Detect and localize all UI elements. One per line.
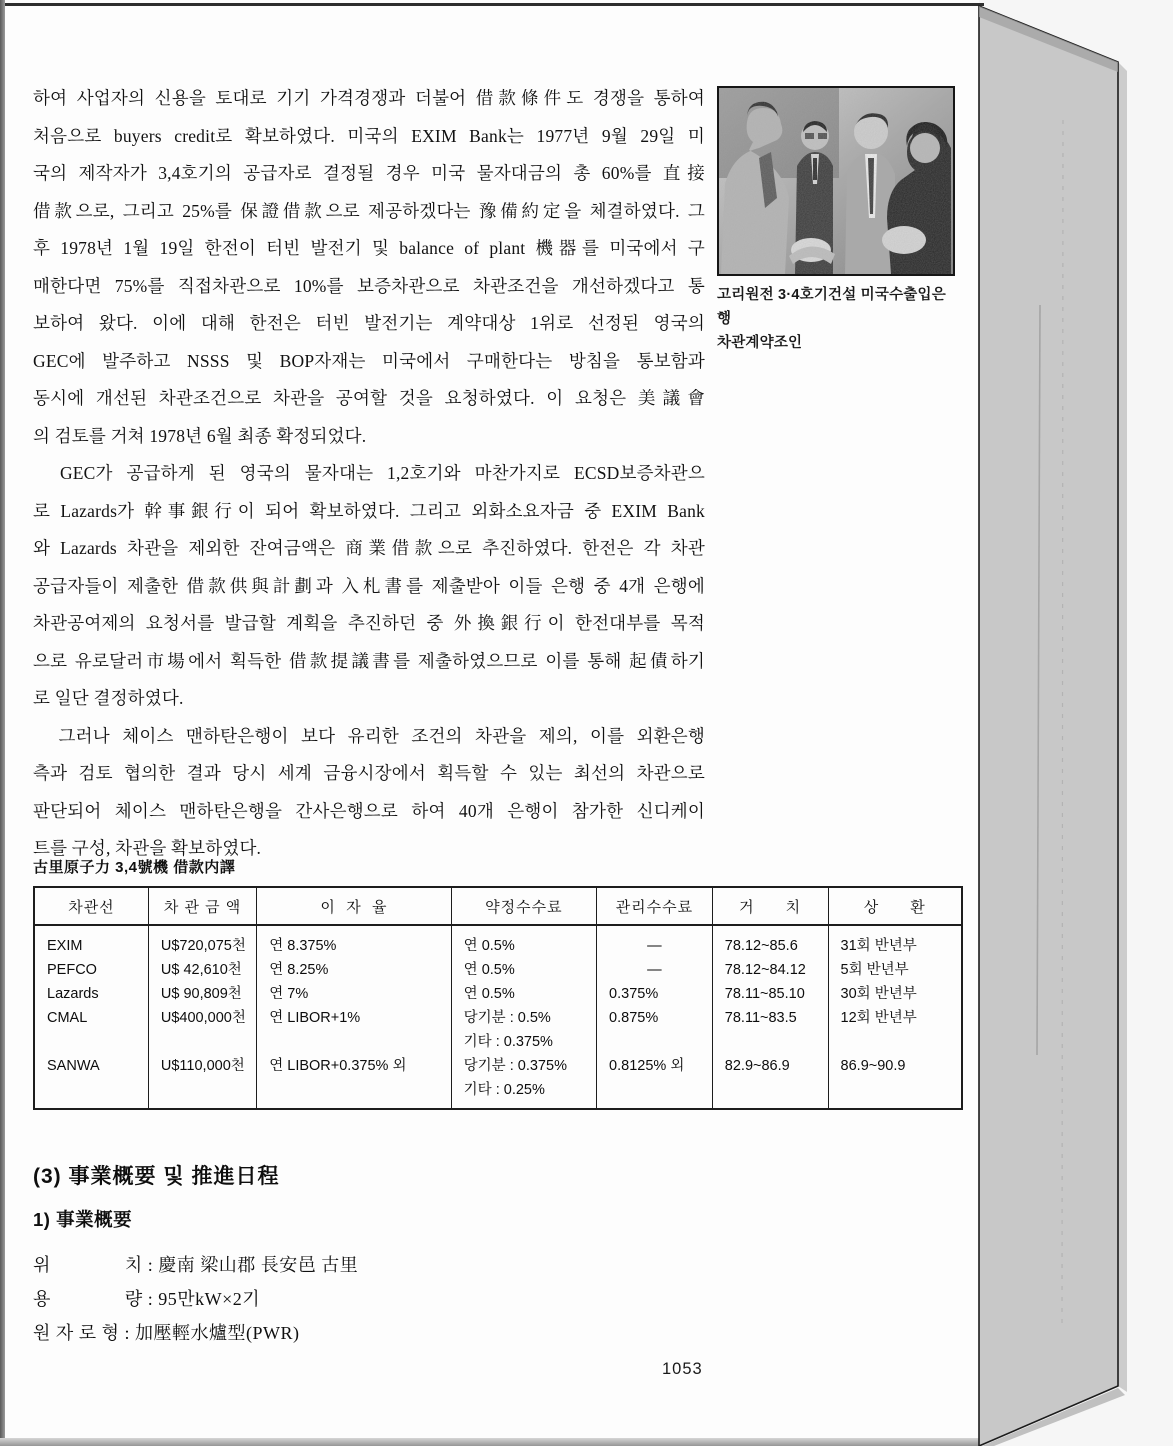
table-cell: U$ 90,809천 [160, 986, 242, 1002]
paragraph-2-line: 차관공여제의 요청서를 발급할 계획을 추진하던 중 外換銀行이 한전대부를 목적 [33, 613, 705, 633]
table-cell: 78.11~83.5 [724, 1010, 797, 1026]
table-cell: 31회 반년부 [840, 938, 917, 954]
table-column-body [713, 926, 828, 1108]
paragraph-1-line: 하여 사업자의 신용을 토대로 기기 가격경쟁과 더불어 借款條件도 경쟁을 통하여 [33, 88, 705, 108]
table-cell [149, 1030, 256, 1054]
table-cell: 당기분 : 0.375% [463, 1058, 567, 1074]
table-column-2 [149, 888, 257, 1108]
paragraph-2-line: 으로 유로달러市場에서 획득한 借款提議書를 제출하였으므로 이를 통해 起債하기 [33, 650, 705, 671]
table-cell: EXIM [47, 938, 83, 954]
table-cell: — [647, 938, 662, 954]
paragraph-3-line: 그러나 체이스 맨하탄은행이 보다 유리한 조건의 차관을 제의, 이를 외환은행 [33, 725, 705, 746]
table-column-body [257, 926, 450, 1108]
table-header-cell: 이 자 율 [257, 888, 450, 926]
table-cell: SANWA [47, 1058, 100, 1074]
table-column-7 [829, 888, 961, 1108]
table-column-body [452, 926, 596, 1108]
project-overview-items [33, 1248, 733, 1350]
table-cell [35, 1030, 148, 1054]
handshake-photo [717, 86, 955, 276]
table-cell: CMAL [47, 1010, 88, 1026]
table-cell: 78.11~85.10 [724, 986, 805, 1002]
table-column-body [597, 926, 712, 1108]
page-number: 1053 [662, 1360, 703, 1378]
table-header-cell: 차 관 금 액 [149, 888, 256, 926]
paragraph-1-line: 후 1978년 1월 19일 한전이 터빈 발전기 및 balance of plant 機器를 미국에서 구 [33, 238, 705, 258]
table-cell: 연 LIBOR+0.375% 외 [269, 1058, 407, 1074]
photo-caption [717, 283, 955, 355]
table-column-6 [713, 888, 829, 1108]
page-bottom-edge-line [0, 1438, 979, 1446]
table-cell: 연 0.5% [463, 986, 515, 1002]
paragraph-2-line: 로 일단 결정하였다. [33, 688, 184, 708]
table-column-1 [35, 888, 149, 1108]
table-cell: 0.8125% 외 [609, 1058, 685, 1074]
paragraph-1-line: 국의 제작자가 3,4호기의 공급자로 결정될 경우 미국 물자대금의 총 60%를 直接 [33, 163, 705, 183]
table-column-3 [257, 888, 451, 1108]
table-header-cell: 약정수수료 [452, 888, 596, 926]
table-cell: 78.12~85.6 [724, 938, 798, 954]
table-cell [829, 1078, 961, 1102]
paragraph-2-line: 공급자들이 제출한 借款供與計劃과 入札書를 제출받아 이들 은행 중 4개 은행에 [33, 575, 705, 596]
paragraph-1-line: 의 검토를 거쳐 1978년 6월 최종 확정되었다. [33, 425, 367, 446]
paragraph-1-line: 보하여 왔다. 이에 대해 한전은 터빈 발전기는 계약대상 1위로 선정된 영국의 [33, 313, 705, 333]
section-heading: (3) 事業概要 및 推進日程 [33, 1165, 280, 1188]
overview-item: 원 자 로 형 : 加壓輕水爐型(PWR) [33, 1323, 300, 1343]
page-top-edge-line [0, 3, 984, 6]
paragraph-1-line: 借款으로, 그리고 25%를 保證借款으로 제공하겠다는 豫備約定을 체결하였다. 그 [33, 200, 705, 221]
table-column-body [35, 926, 148, 1108]
table-cell: 0.375% [609, 986, 659, 1002]
table-cell: 연 0.5% [463, 938, 515, 954]
table-cell: 연 0.5% [463, 962, 515, 978]
loan-table-section [33, 856, 963, 1110]
table-cell: 기타 : 0.25% [463, 1082, 545, 1098]
subsection-heading: 1) 事業概要 [33, 1209, 133, 1230]
table-cell: 연 LIBOR+1% [269, 1010, 361, 1026]
body-text [33, 80, 705, 868]
table-cell [713, 1078, 828, 1102]
overview-item: 용 량 : 95만kW×2기 [33, 1289, 261, 1309]
paragraph-1-line: 처음으로 buyers credit로 확보하였다. 미국의 EXIM Bank는 1977년 9월 29일 미 [33, 125, 705, 146]
table-cell: U$720,075천 [160, 938, 246, 954]
table-cell: — [647, 962, 662, 978]
paragraph-1-line: 매한다면 75%를 직접차관으로 10%를 보증차관으로 차관조건을 개선하겠다고 통 [33, 275, 705, 296]
loan-table [33, 886, 963, 1110]
handshake-photo-art [719, 88, 953, 274]
table-cell: 12회 반년부 [840, 1010, 917, 1026]
table-header-cell: 거 치 [713, 888, 828, 926]
table-cell [713, 1030, 828, 1054]
table-column-body [829, 926, 961, 1108]
table-cell: 연 7% [269, 986, 309, 1002]
table-cell: 당기분 : 0.5% [463, 1010, 551, 1026]
table-column-4 [452, 888, 597, 1108]
table-cell [257, 1078, 450, 1102]
table-cell [597, 1030, 712, 1054]
paragraph-2-line: 와 Lazards 차관을 제외한 잔여금액은 商業借款으로 추진하였다. 한전은 각 차관 [33, 538, 705, 558]
table-cell: 0.875% [609, 1010, 659, 1026]
table-cell: U$ 42,610천 [160, 962, 242, 978]
table-cell [149, 1078, 256, 1102]
table-cell: 82.9~86.9 [724, 1058, 790, 1074]
table-cell [829, 1030, 961, 1054]
table-cell: 기타 : 0.375% [463, 1034, 553, 1050]
overview-item: 위 치 : 慶南 梁山郡 長安邑 古里 [33, 1255, 359, 1275]
table-cell: 5회 반년부 [840, 962, 909, 978]
paragraph-1-line: 동시에 개선된 차관조건으로 차관을 공여할 것을 요청하였다. 이 요청은 美議會 [33, 388, 705, 408]
paragraph-2-line: GEC가 공급하게 된 영국의 물자대는 1,2호기와 마찬가지로 ECSD보증차관으 [33, 463, 705, 483]
table-header-cell: 상 환 [829, 888, 961, 926]
photo-caption-line2: 차관계약조인 [717, 335, 803, 351]
table-column-body [149, 926, 256, 1108]
photo-caption-line1: 고리원전 3·4호기건설 미국수출입은행 [717, 287, 946, 327]
table-cell: 연 8.25% [269, 962, 329, 978]
page-left-edge-line [0, 0, 5, 1446]
table-cell: U$110,000천 [160, 1058, 245, 1074]
table-cell [597, 1078, 712, 1102]
table-cell: 78.12~84.12 [724, 962, 806, 978]
paragraph-3-line: 측과 검토 협의한 결과 당시 세계 금융시장에서 획득할 수 있는 최선의 차관으로 [33, 763, 705, 783]
paragraph-1-line: GEC에 발주하고 NSSS 및 BOP자재는 미국에서 구매한다는 방침을 통보함과 [33, 350, 705, 371]
paragraph-2-line: 로 Lazards가 幹事銀行이 되어 확보하였다. 그리고 외화소요자금 중 EXIM Bank [33, 500, 705, 521]
table-cell: U$400,000천 [160, 1010, 246, 1026]
paragraph-3-line: 트를 구성, 차관을 확보하였다. [33, 838, 262, 858]
table-cell: 연 8.375% [269, 938, 337, 954]
table-header-cell: 차관선 [35, 888, 148, 926]
paragraph-3-line: 판단되어 체이스 맨하탄은행을 간사은행으로 하여 40개 은행이 참가한 신디케이 [33, 800, 705, 821]
photo-figure [717, 86, 955, 355]
table-cell: Lazards [47, 986, 99, 1002]
table-column-5 [597, 888, 713, 1108]
bottom-sections [33, 1160, 733, 1350]
table-cell [35, 1078, 148, 1102]
table-caption: 古里原子力 3,4號機 借款内譯 [33, 859, 236, 876]
table-cell: 30회 반년부 [840, 986, 917, 1002]
table-cell [257, 1030, 450, 1054]
table-cell: PEFCO [47, 962, 97, 978]
table-cell: 86.9~90.9 [840, 1058, 906, 1074]
table-header-cell: 관리수수료 [597, 888, 712, 926]
